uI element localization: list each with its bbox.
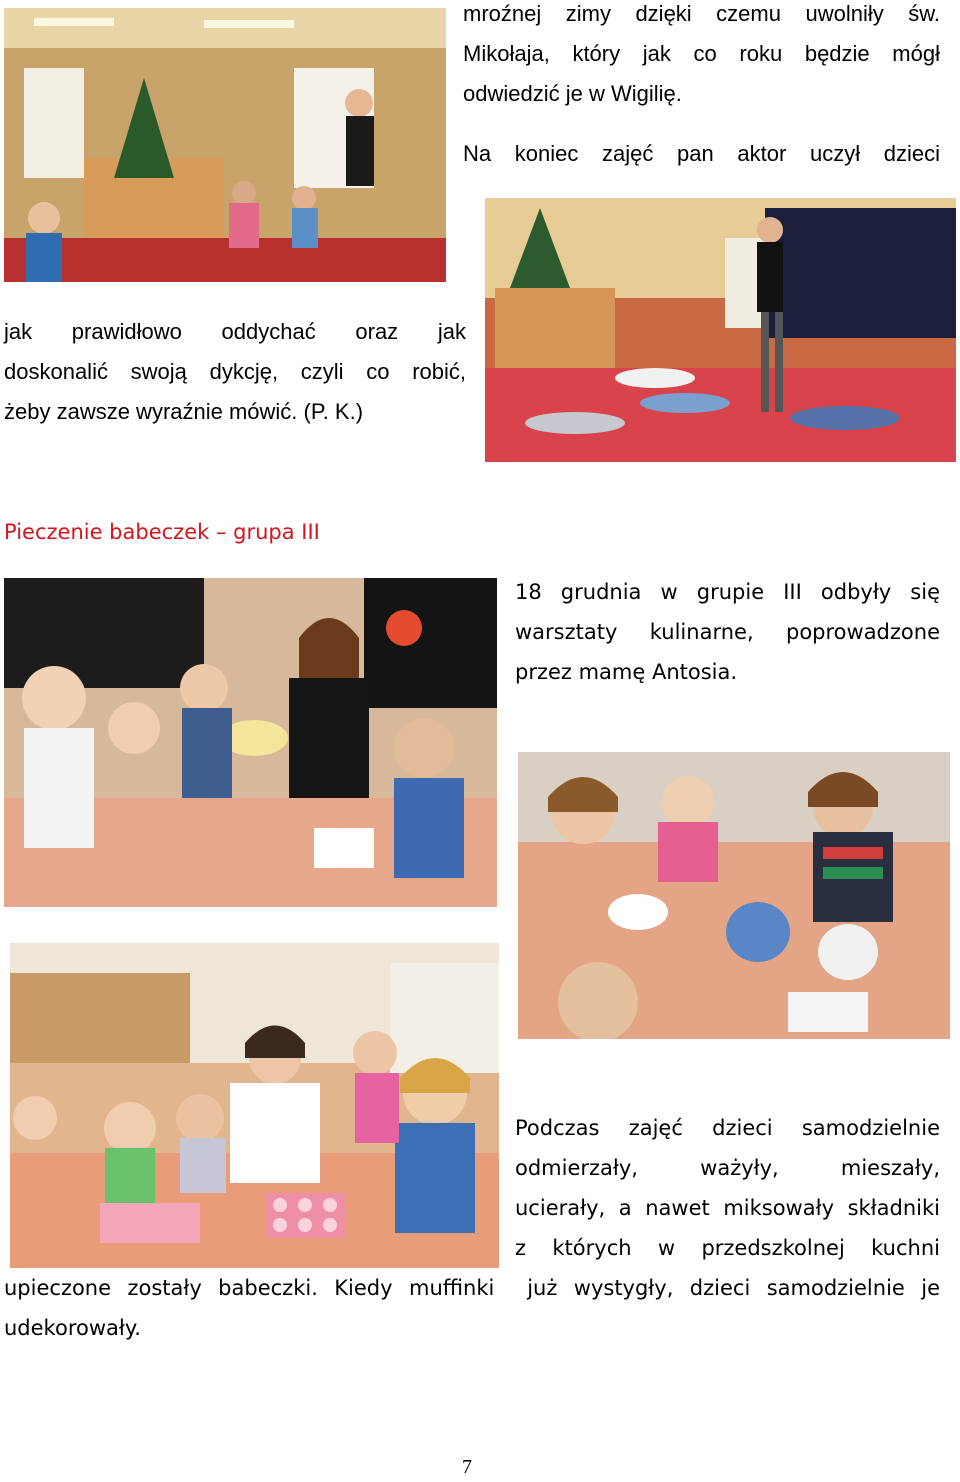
photo-muffin-cups: [10, 943, 499, 1268]
intro-line-7: żeby zawsze wyraźnie mówić. (P. K.): [4, 399, 364, 424]
photo-baking-workshop-table: [518, 752, 950, 1039]
section-heading: Pieczenie babeczek – grupa III: [4, 520, 320, 544]
intro-line-1: mroźnej zimy dzięki czemu uwolniły św.: [463, 1, 940, 26]
photo-baking-workshop-mixing: [4, 578, 497, 907]
intro-line-2: Mikołaja, który jak co roku będzie mógł: [463, 41, 940, 66]
para1-line-2: warsztaty kulinarne, poprowadzone: [515, 620, 940, 644]
page-number: 7: [462, 1456, 472, 1478]
intro-line-6: doskonalić swoją dykcję, czyli co robić,: [4, 359, 466, 384]
photo-actor-exercises: [4, 8, 446, 282]
para1-line-1: 18 grudnia w grupie III odbyły się: [515, 580, 940, 604]
para2-line-3: ucierały, a nawet miksowały składniki: [515, 1196, 940, 1220]
para1-line-3: przez mamę Antosia.: [515, 660, 738, 684]
para2-line-1: Podczas zajęć dzieci samodzielnie: [515, 1116, 940, 1140]
para2-line-4: z których w przedszkolnej kuchni: [515, 1236, 940, 1260]
intro-line-5: jak prawidłowo oddychać oraz jak: [4, 319, 466, 344]
para2-line-5: upieczone zostały babeczki. Kiedy muffinki już wystygły, dzieci samodzielnie je: [4, 1276, 940, 1300]
intro-line-3: odwiedzić je w Wigilię.: [463, 81, 682, 106]
para2-line-6: udekorowały.: [4, 1316, 141, 1340]
photo-breathing-exercise: [485, 198, 956, 462]
para2-line-2: odmierzały, ważyły, mieszały,: [515, 1156, 940, 1180]
intro-line-4: Na koniec zajęć pan aktor uczył dzieci: [463, 141, 940, 166]
